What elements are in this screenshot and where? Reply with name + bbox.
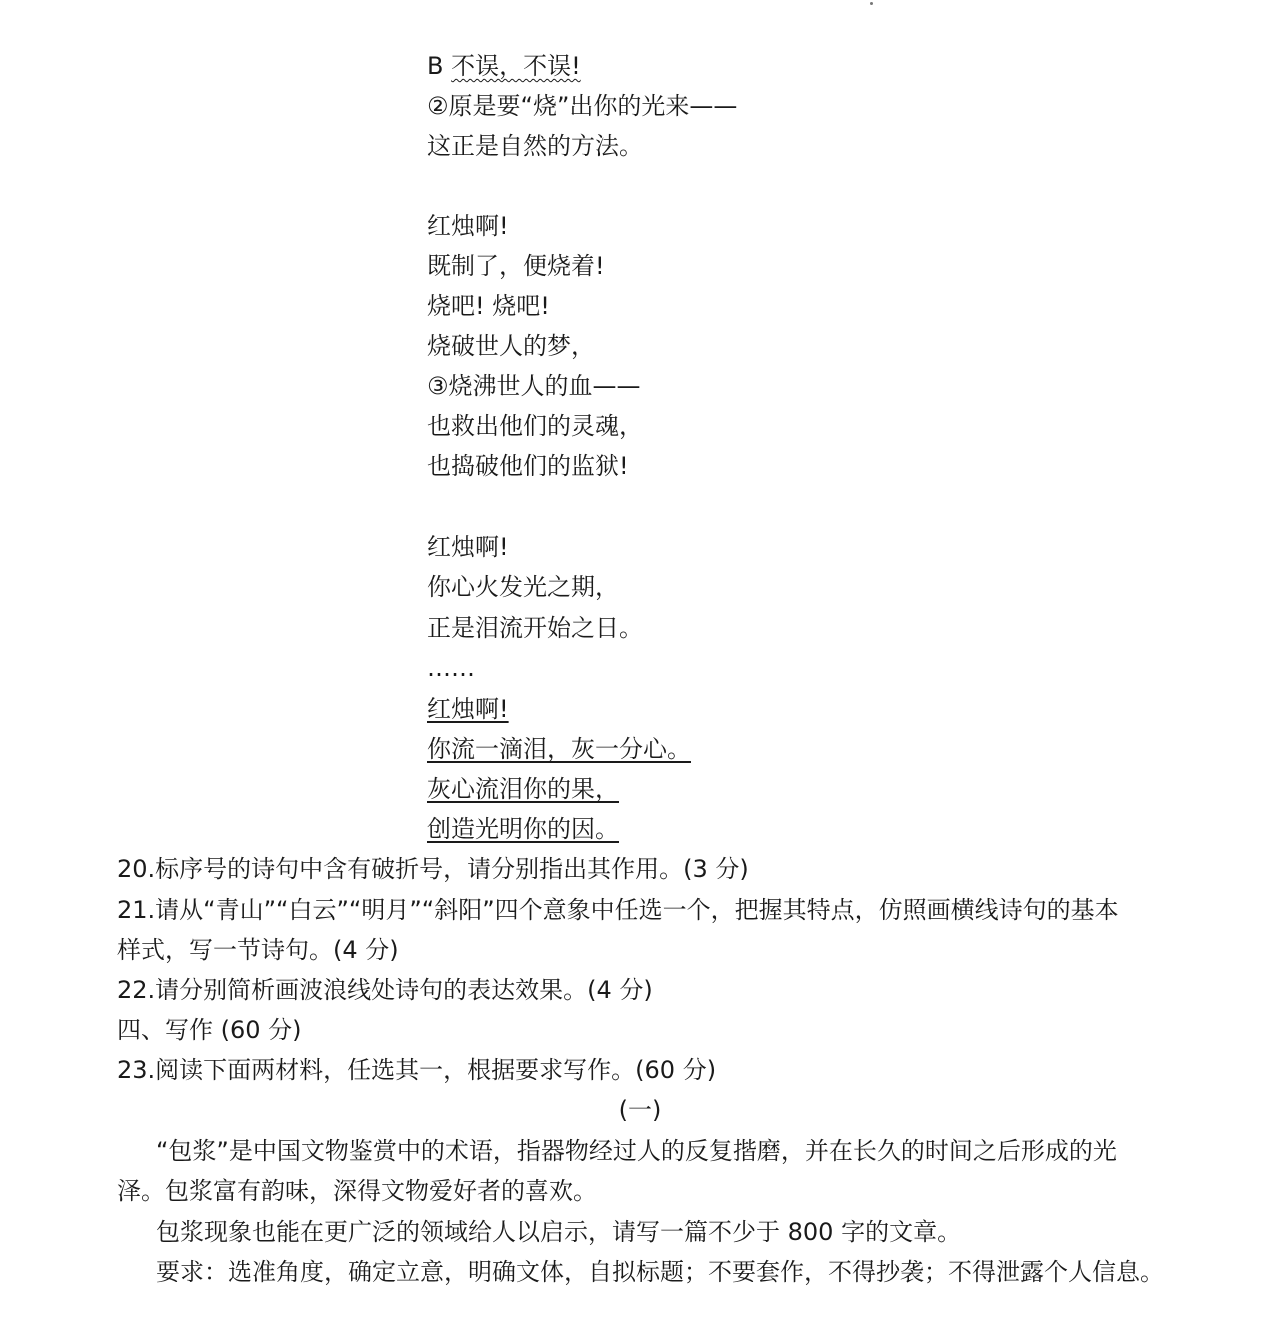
poem-line: 烧吧! 烧吧!	[427, 292, 550, 320]
poem-line: 红烛啊!	[427, 212, 509, 240]
poem-line: 也捣破他们的监狱!	[427, 452, 629, 480]
poem-line: 也救出他们的灵魂，	[427, 412, 643, 440]
poem-line: 这正是自然的方法。	[427, 132, 643, 160]
poem-line: 烧破世人的梦，	[427, 332, 595, 360]
poem-line-underlined: 创造光明你的因。	[427, 815, 619, 843]
poem-line: 既制了，便烧着!	[427, 252, 605, 280]
requirements-paragraph: 要求：选准角度，确定立意，明确文体，自拟标题；不要套作，不得抄袭；不得泄露个人信息。	[156, 1258, 1164, 1286]
poem-line-underlined: 灰心流泪你的果，	[427, 775, 619, 803]
material-label: (一)	[618, 1096, 662, 1124]
question-21-continued: 样式，写一节诗句。(4 分)	[117, 936, 399, 964]
section-title: 四、写作 (60 分)	[117, 1016, 302, 1044]
poem-line: ③烧沸世人的血——	[427, 372, 641, 400]
poem-ellipsis: ……	[427, 654, 475, 682]
question-20: 20.标序号的诗句中含有破折号，请分别指出其作用。(3 分)	[117, 855, 749, 883]
poem-line-underlined: 你流一滴泪，灰一分心。	[427, 735, 691, 763]
scan-speck	[870, 2, 873, 5]
poem-line	[427, 46, 581, 86]
poem-line: 红烛啊!	[427, 533, 509, 561]
question-21: 21.请从“青山”“白云”“明月”“斜阳”四个意象中任选一个，把握其特点，仿照画横线诗句的基本	[117, 896, 1119, 924]
poem-line: 你心火发光之期，	[427, 573, 619, 601]
question-22: 22.请分别简析画波浪线处诗句的表达效果。(4 分)	[117, 976, 653, 1004]
poem-line: ②原是要“烧”出你的光来——	[427, 92, 738, 120]
prompt-paragraph: 包浆现象也能在更广泛的领域给人以启示，请写一篇不少于 800 字的文章。	[156, 1218, 962, 1246]
material-paragraph: “包浆”是中国文物鉴赏中的术语，指器物经过人的反复揩磨，并在长久的时间之后形成的光	[156, 1137, 1117, 1165]
poem-line-underlined: 红烛啊!	[427, 695, 509, 723]
poem-line: 正是泪流开始之日。	[427, 614, 643, 642]
poem-line-prefix: B	[427, 52, 452, 80]
material-paragraph-continued: 泽。包浆富有韵味，深得文物爱好者的喜欢。	[117, 1177, 597, 1205]
wavy-underlined-text: 不误，不误!	[451, 52, 581, 80]
question-23: 23.阅读下面两材料，任选其一，根据要求写作。(60 分)	[117, 1056, 717, 1084]
